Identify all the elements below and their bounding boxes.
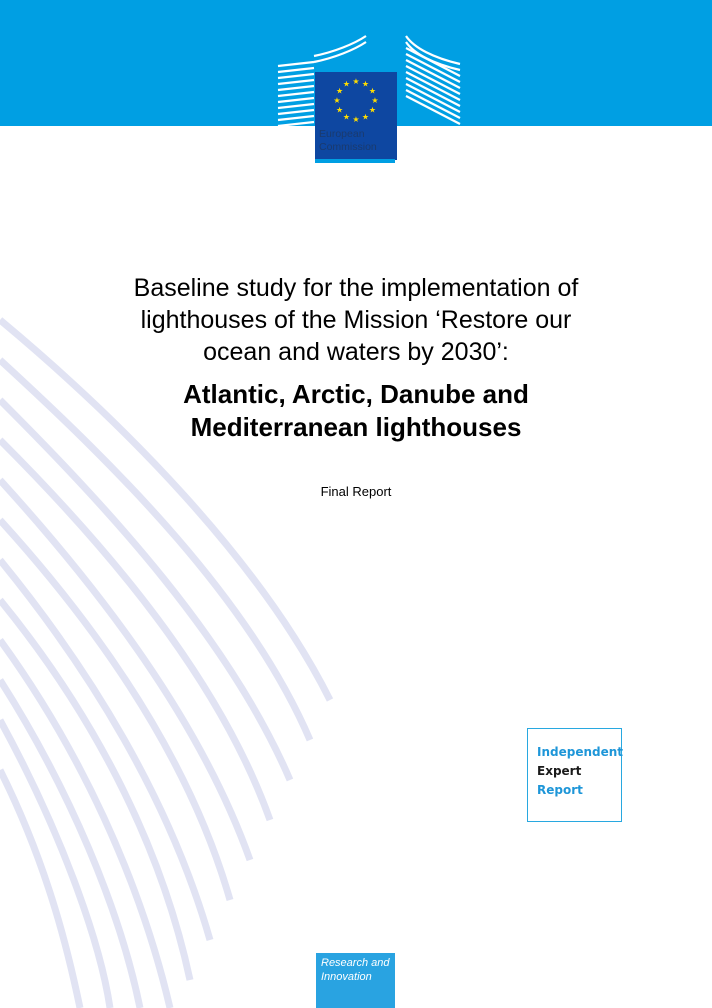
org-name [319,128,377,153]
badge-line-3: Report [537,783,583,797]
tag-line-2: Innovation [321,971,372,983]
eu-star-icon: ★ [368,86,377,96]
eu-star-icon: ★ [342,79,351,89]
title-line-2: lighthouses of the Mission ‘Restore our [140,306,572,334]
org-name-line2: Commission [319,140,377,153]
org-name-line1: European [319,128,365,140]
eu-star-icon: ★ [371,96,379,105]
eu-star-icon: ★ [368,105,377,115]
document-subtitle [80,378,632,444]
tag-line-1: Research and [321,957,390,969]
title-line-3: ocean and waters by 2030’: [203,338,509,366]
eu-star-icon: ★ [361,112,370,122]
eu-star-icon: ★ [352,77,360,86]
logo-underline [315,159,395,163]
eu-star-icon: ★ [361,79,370,89]
document-title [80,272,632,368]
eu-star-icon: ★ [352,115,360,124]
title-line-1: Baseline study for the implementation of [133,274,579,302]
research-innovation-tag [316,953,395,1008]
subtitle-line-1: Atlantic, Arctic, Danube and [183,379,529,409]
badge-line-1: Independent [537,745,624,759]
eu-star-icon: ★ [342,112,351,122]
report-type: Final Report [320,484,392,499]
independent-expert-report-badge [527,728,622,822]
eu-star-icon: ★ [335,86,344,96]
european-commission-logo [274,34,464,164]
badge-line-2: Expert [537,764,582,778]
eu-star-icon: ★ [333,96,341,105]
eu-star-icon: ★ [335,105,344,115]
subtitle-line-2: Mediterranean lighthouses [190,412,522,442]
